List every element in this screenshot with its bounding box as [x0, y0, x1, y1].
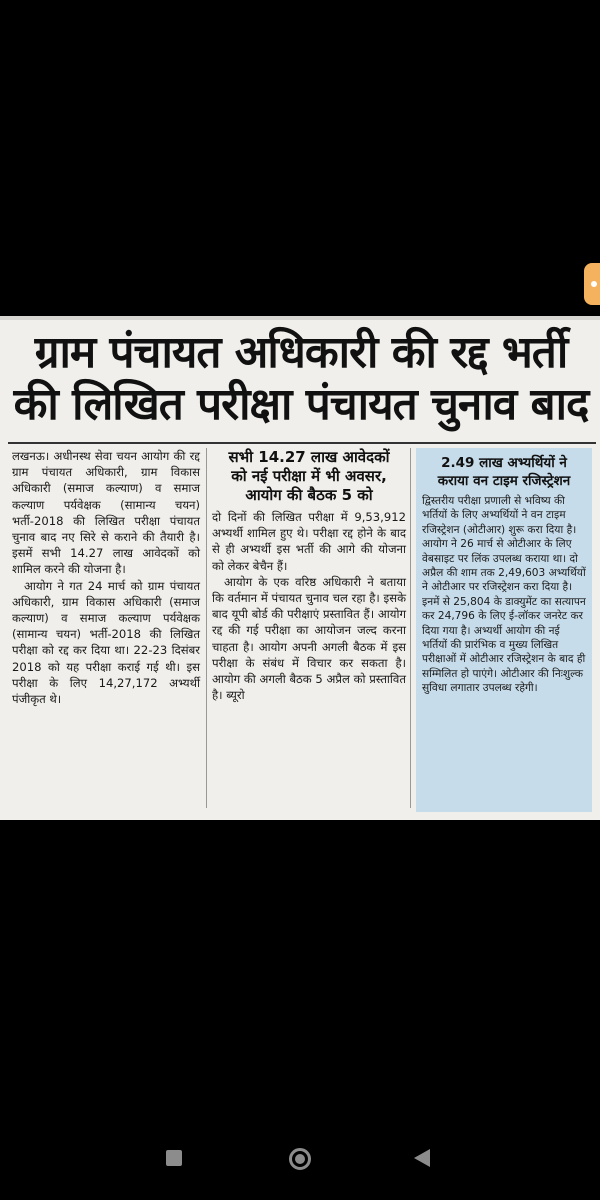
back-icon[interactable] — [414, 1149, 430, 1167]
subheadline — [212, 448, 406, 505]
paragraph: आयोग ने गत 24 मार्च को ग्राम पंचायत अधिकारी, ग्राम विकास अधिकारी (समाज कल्याण) व समाज कल्याण पर्यवेक्षक (सामान्य चयन) भर्ती-2018 की लिखित परीक्षा को रद्द कर दिया था। 22-23 दिसंबर 2018 को यह परीक्षा कराई गई थी। इस परीक्षा के लिए 14,27,172 अभ्यर्थी पंजीकृत थे। — [12, 578, 200, 707]
column-divider — [206, 448, 207, 808]
paragraph: लखनऊ। अधीनस्थ सेवा चयन आयोग की रद्द ग्राम पंचायत अधिकारी, ग्राम विकास अधिकारी (समाज कल्याण) व समाज कल्याण पर्यवेक्षक (सामान्य चयन) भर्ती-2018 की लिखित परीक्षा पंचायत चुनाव बाद नए सिरे से कराने की तैयारी है। इसमें सभी 14.27 लाख आवेदकों को शामिल करने की योजना है। — [12, 449, 200, 577]
sidebar-headline — [416, 448, 592, 494]
headline-line-2: की लिखित परीक्षा पंचायत चुनाव बाद — [13, 379, 589, 430]
article-column-2 — [212, 448, 406, 703]
column-divider — [410, 448, 411, 808]
sidebar-box — [416, 448, 592, 812]
sidebar-headline-line: कराया वन टाइम रजिस्ट्रेशन — [437, 473, 571, 489]
newspaper-clipping — [0, 316, 600, 820]
divider — [8, 442, 596, 444]
share-icon[interactable] — [584, 263, 600, 305]
article-column-1 — [12, 448, 200, 707]
subheadline-line: को नई परीक्षा में भी अवसर, — [231, 467, 387, 485]
paragraph: आयोग के एक वरिष्ठ अधिकारी ने बताया कि वर्तमान में पंचायत चुनाव चल रहा है। इसके बाद यूपी बोर्ड की परीक्षाएं प्रस्तावित हैं। आयोग रद्द की गई परीक्षा का आयोजन जल्द करना चाहता है। आयोग अपनी अगली बैठक में इस परीक्षा के संबंध में विचार कर सकता है। आयोग की अगली बैठक 5 अप्रैल को प्रस्तावित है। ब्यूरो — [212, 574, 406, 703]
sidebar-headline-line: 2.49 लाख अभ्यर्थियों ने — [441, 455, 567, 471]
subheadline-line: आयोग की बैठक 5 को — [245, 486, 373, 504]
recent-apps-icon[interactable] — [166, 1150, 182, 1166]
headline-line-1: ग्राम पंचायत अधिकारी की रद्द भर्ती — [34, 327, 568, 378]
divider — [0, 316, 600, 320]
paragraph: दो दिनों की लिखित परीक्षा में 9,53,912 अभ्यर्थी शामिल हुए थे। परीक्षा रद्द होने के बाद से ही अभ्यर्थी इस भर्ती की आगे की योजना को लेकर बेचैन हैं। — [212, 510, 406, 573]
sidebar-text: द्विस्तरीय परीक्षा प्रणाली से भविष्य की भर्तियों के लिए अभ्यर्थियों ने वन टाइम रजिस्ट्रेशन (ओटीआर) शुरू करा दिया है। आयोग ने 26 मार्च से ओटीआर के लिए वेबसाइट पर लिंक उपलब्ध कराया था। दो अप्रैल की शाम तक 2,49,603 अभ्यर्थियों ने ओटीआर पर रजिस्ट्रेशन करा दिया है। इनमें से 25,804 के डाक्युमेंट का सत्यापन कर 24,796 के लिए ई-लॉकर जनरेट कर दिया गया है। अभ्यर्थी आयोग की नई भर्तियों की प्रारंभिक व मुख्य लिखित परीक्षाओं में ओटीआर रजिस्ट्रेशन के बाद ही सम्मिलित हो पाएंगे। ओटीआर की निःशुल्क सुविधा लगातार उपलब्ध रहेगी। — [422, 495, 586, 695]
home-icon[interactable] — [289, 1148, 311, 1170]
subheadline-line: सभी 14.27 लाख आवेदकों — [228, 448, 390, 466]
